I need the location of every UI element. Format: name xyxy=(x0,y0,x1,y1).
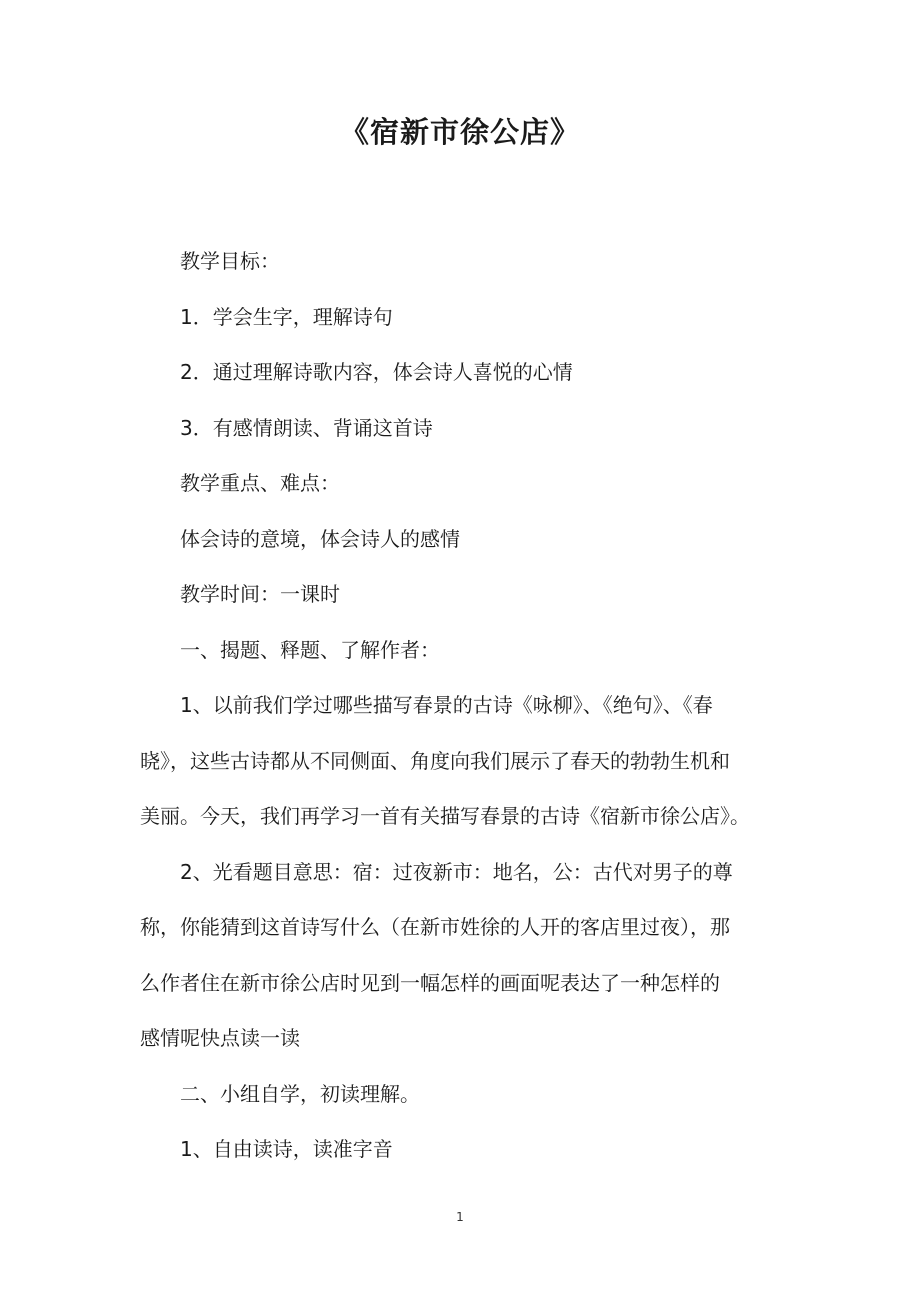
paragraph-teaching-goals-heading: 教学目标： xyxy=(180,249,280,273)
text-line: 2、光看题目意思：宿：过夜新市：地名，公：古代对男子的尊 xyxy=(180,859,733,884)
paragraph-goal-3: 3．有感情朗读、背诵这首诗 xyxy=(180,415,433,440)
paragraph-section-2-item-1: 1、自由读诗，读准字音 xyxy=(180,1137,393,1161)
paragraph-teaching-time: 教学时间：一课时 xyxy=(180,582,340,606)
text-line: 1、以前我们学过哪些描写春景的古诗《咏柳》、《绝句》、《春 xyxy=(180,693,713,717)
paragraph-section-1-heading: 一、揭题、释题、了解作者： xyxy=(180,637,440,662)
page-number: 1 xyxy=(456,1210,464,1224)
paragraph-goal-2: 2．通过理解诗歌内容，体会诗人喜悦的心情 xyxy=(180,360,573,384)
document-body xyxy=(140,248,800,1192)
text-line: 么作者住在新市徐公店时见到一幅怎样的画面呢表达了一种怎样的 xyxy=(140,970,720,995)
text-line: 晓》，这些古诗都从不同侧面、角度向我们展示了春天的勃勃生机和 xyxy=(140,748,730,773)
text-line: 称，你能猜到这首诗写什么（在新市姓徐的人开的客店里过夜），那 xyxy=(140,915,730,939)
paragraph-key-points-heading: 教学重点、难点： xyxy=(180,471,340,495)
paragraph-section-1-item-1 xyxy=(140,692,800,830)
document-title: 《宿新市徐公店》 xyxy=(339,115,580,149)
text-line: 美丽。今天，我们再学习一首有关描写春景的古诗《宿新市徐公店》。 xyxy=(140,804,750,828)
paragraph-goal-1: 1．学会生字，理解诗句 xyxy=(180,304,393,329)
text-line: 感情呢快点读一读 xyxy=(140,1026,300,1050)
paragraph-section-1-item-2 xyxy=(140,859,800,1053)
paragraph-key-points: 体会诗的意境，体会诗人的感情 xyxy=(180,526,460,551)
paragraph-section-2-heading: 二、小组自学，初读理解。 xyxy=(180,1081,420,1106)
